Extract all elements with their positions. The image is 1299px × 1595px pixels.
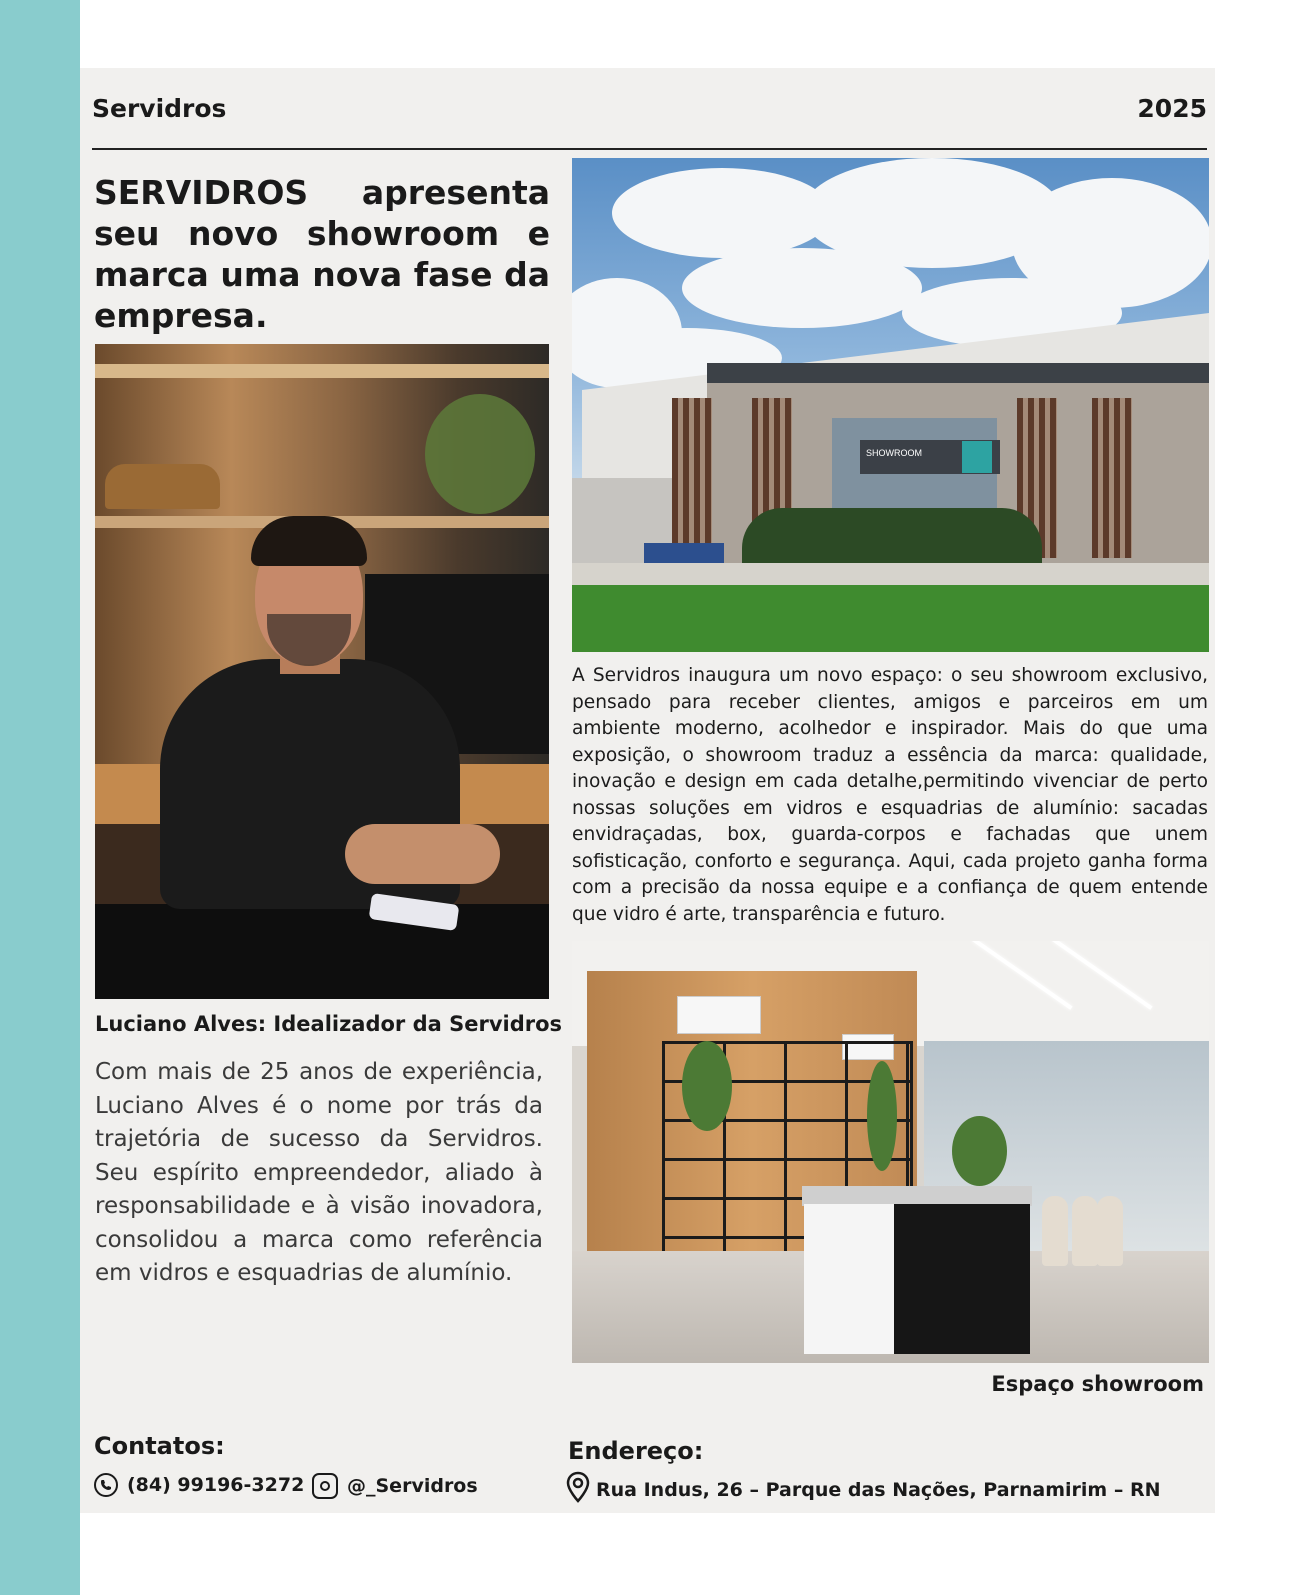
decor-figure (105, 464, 220, 509)
portrait-photo (95, 344, 549, 999)
wood-slats (672, 398, 712, 558)
instagram-handle: @_Servidros (347, 1475, 478, 1497)
showroom-interior-photo (572, 941, 1209, 1363)
whatsapp-icon (94, 1473, 118, 1497)
wood-slats (1092, 398, 1132, 558)
person-hands (345, 824, 500, 884)
brand-name: Servidros (92, 94, 227, 123)
person-hair (251, 516, 367, 566)
chair (1042, 1196, 1068, 1266)
plant (425, 394, 535, 514)
instagram-icon (312, 1473, 338, 1499)
island-black-cabinet (894, 1204, 1030, 1354)
sign-logo (962, 441, 992, 473)
portrait-caption: Luciano Alves: Idealizador da Servidros (95, 1012, 563, 1036)
cloud (682, 248, 922, 328)
hanging-plant (867, 1061, 897, 1171)
table (95, 904, 549, 999)
header-divider (92, 148, 1207, 150)
issue-year: 2025 (1137, 94, 1207, 123)
sidewalk (572, 563, 1209, 585)
brand-letters-sculpture (644, 543, 724, 563)
side-accent-bar (0, 0, 80, 1595)
showroom-building-photo (572, 158, 1209, 652)
shelf (95, 364, 549, 378)
cloud (612, 168, 832, 258)
orchid-plant (952, 1116, 1007, 1186)
location-pin-icon (566, 1471, 590, 1508)
address-line (566, 1471, 1160, 1508)
interior-caption: Espaço showroom (991, 1372, 1204, 1396)
bio-text: Com mais de 25 anos de experiência, Luciano Alves é o nome por trás da trajetória de sucesso da Servidros. Seu espírito empreendedor, aliado à responsabilidade e à visão inovadora, consolidou a marca como referência em vidros e esquadrias de alumínio. (95, 1059, 543, 1286)
article-body: A Servidros inaugura um novo espaço: o seu showroom exclusivo, pensado para receber clientes, amigos e parceiros em um ambiente moderno, acolhedor e inspirador. Mais do que uma exposição, o showroom traduz a essência da marca: qualidade, inovação e design em cada detalhe,permitindo vivenciar de perto nossas soluções em vidros e esquadrias de alumínio: sacadas envidraçadas, box, guarda-corpos e fachadas que unem sofisticação, conforto e segurança. Aqui, cada projeto ganha forma com a precisão da nossa equipe e a confiança de quem entende que vidro é arte, transparência e futuro. (572, 665, 1208, 925)
chair (1097, 1196, 1123, 1266)
island-white-panel (804, 1204, 894, 1354)
contacts-title: Contatos: (94, 1432, 225, 1460)
air-conditioner (677, 996, 761, 1034)
island-countertop (802, 1186, 1032, 1206)
showroom-sign-text: SHOWROOM (866, 448, 922, 458)
phone-contact[interactable] (94, 1473, 304, 1497)
phone-number: (84) 99196-3272 (127, 1474, 305, 1496)
instagram-contact[interactable] (312, 1473, 478, 1499)
address-title: Endereço: (568, 1437, 704, 1465)
headline: SERVIDROS apresenta seu novo showroom e marca uma nova fase da empresa. (94, 173, 550, 335)
hanging-plant (682, 1041, 732, 1131)
address-value: Rua Indus, 26 – Parque das Nações, Parnamirim – RN (596, 1478, 1161, 1501)
chair (1072, 1196, 1098, 1266)
